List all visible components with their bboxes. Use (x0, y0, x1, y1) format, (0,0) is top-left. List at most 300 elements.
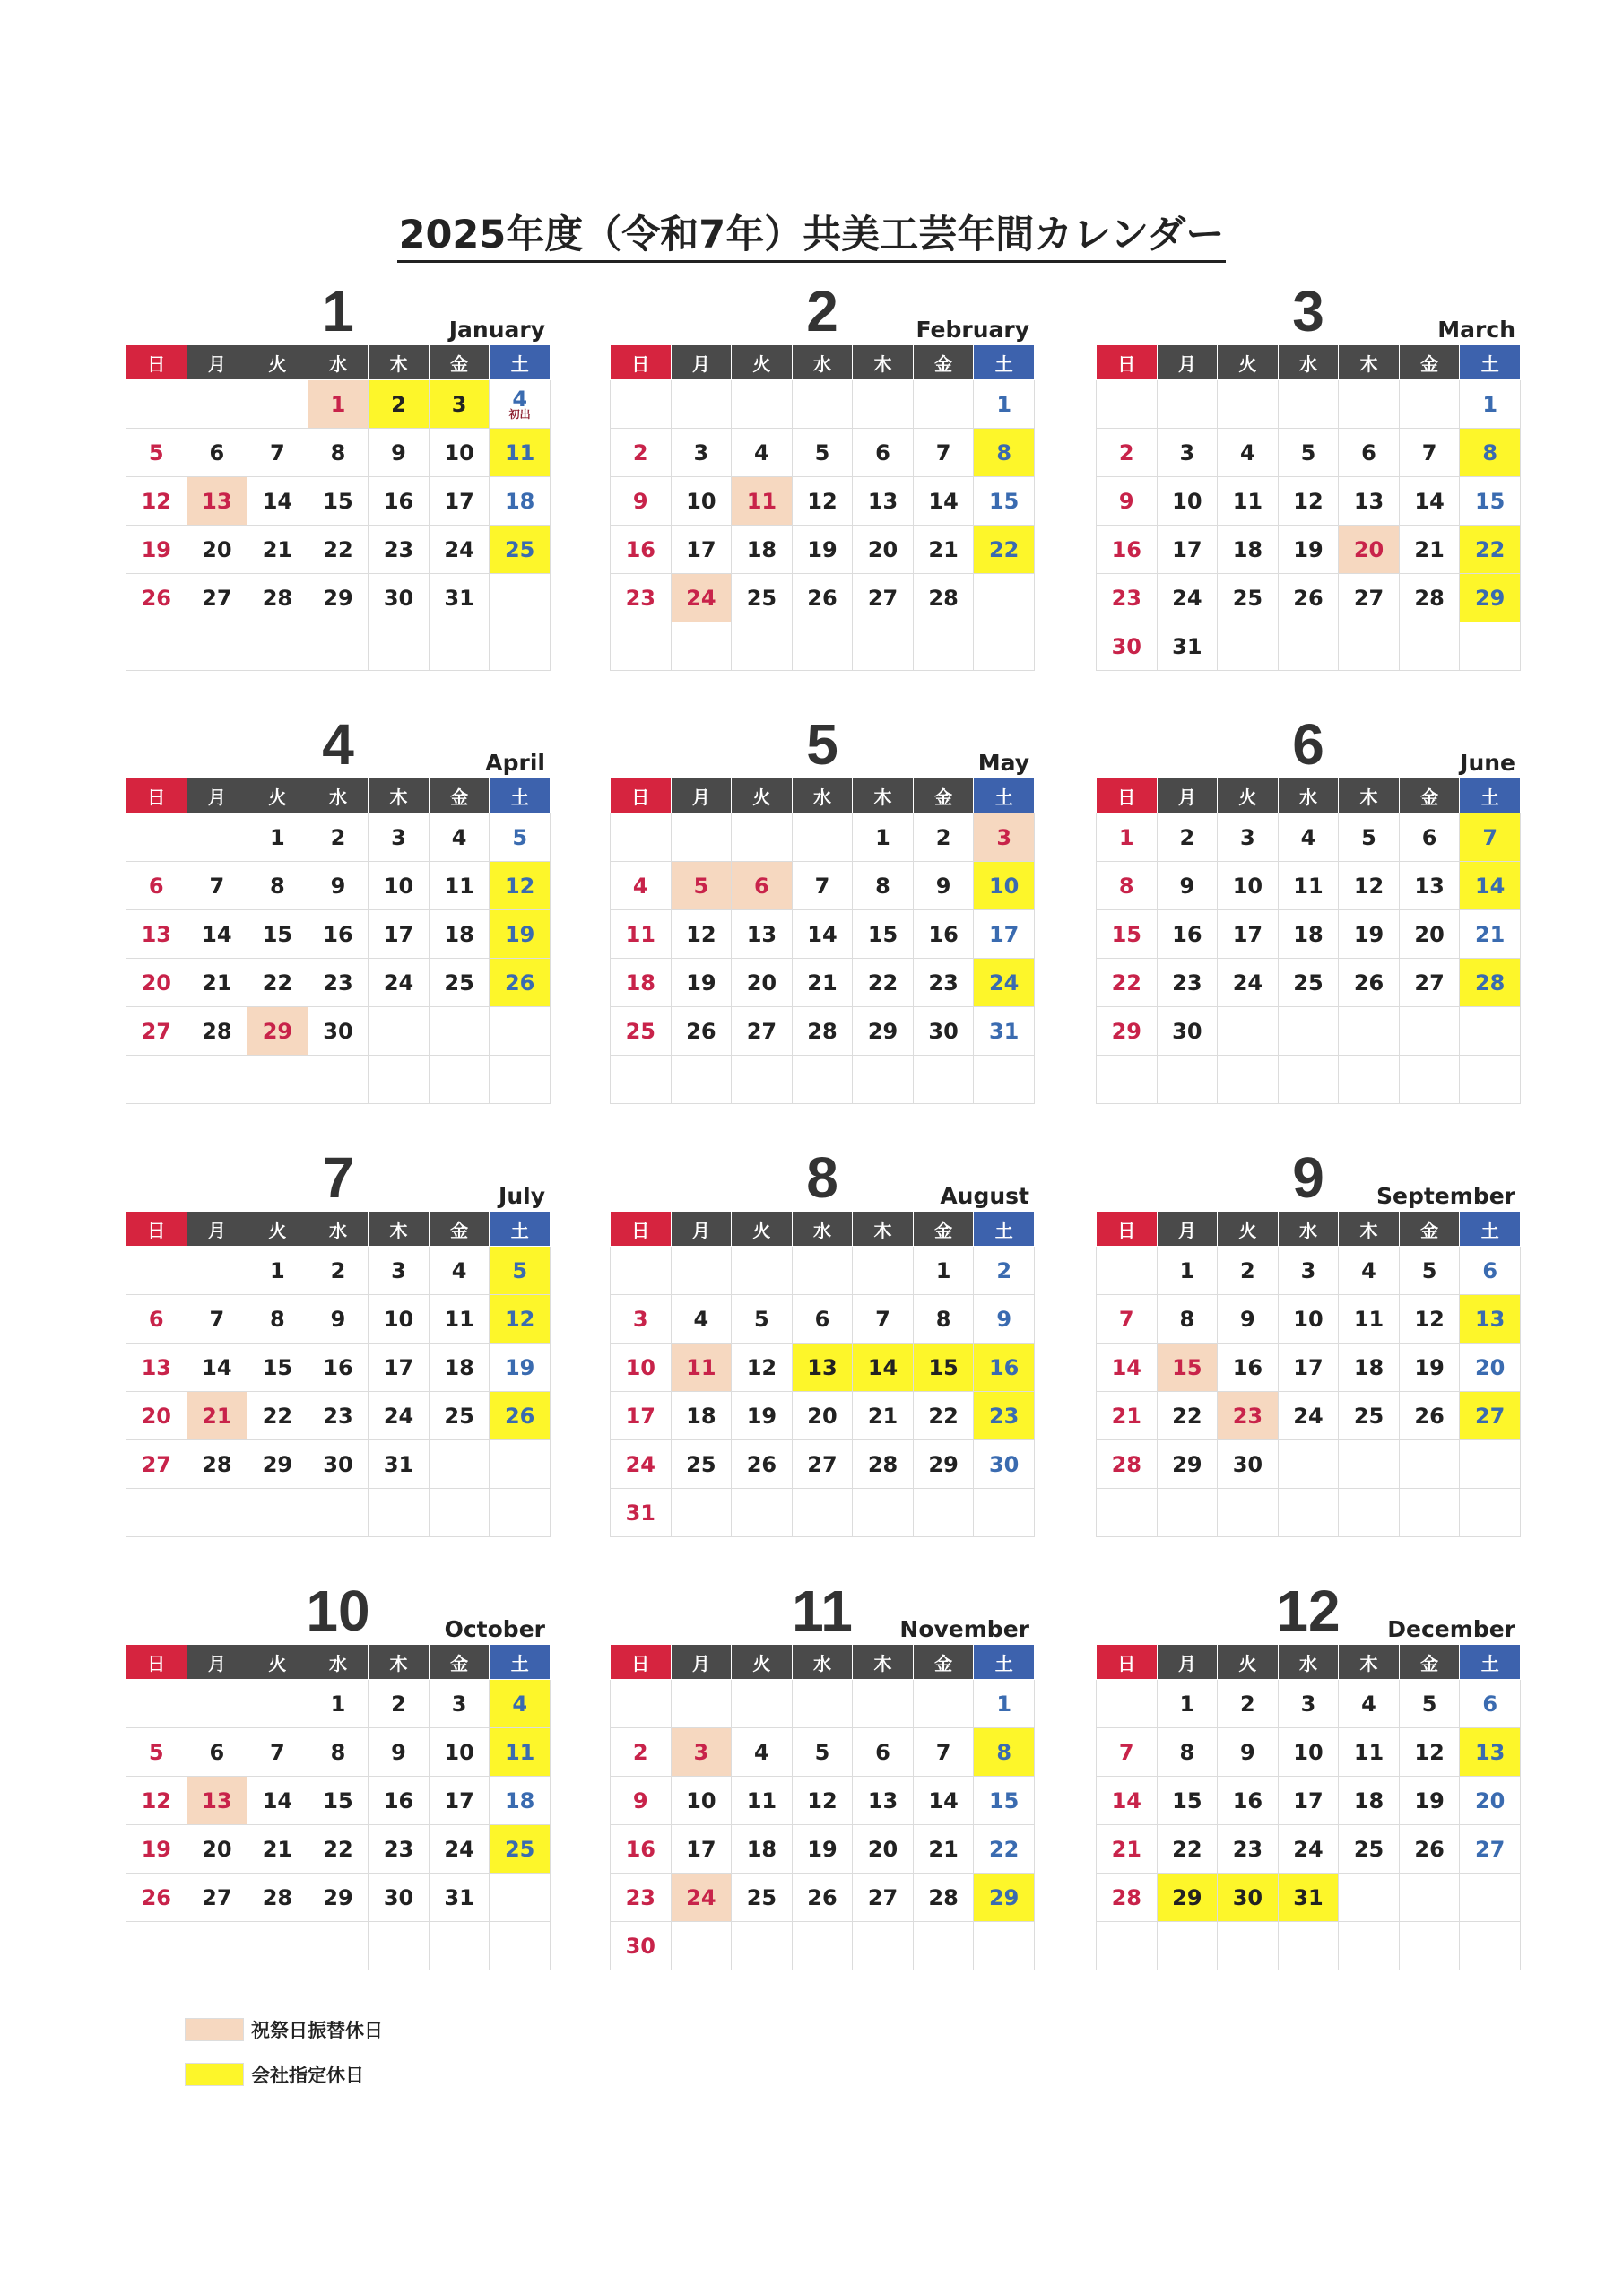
day-number: 16 (988, 1354, 1020, 1380)
empty-cell (247, 1680, 308, 1728)
empty-cell (913, 380, 974, 429)
day-number: 6 (875, 1739, 890, 1765)
day-number: 17 (686, 1836, 716, 1862)
day-number: 17 (686, 536, 716, 562)
empty-cell (913, 1489, 974, 1537)
day-cell (671, 1440, 732, 1489)
day-number: 7 (270, 439, 285, 465)
day-cell (247, 1295, 308, 1344)
week-row (126, 1680, 551, 1728)
empty-cell (1218, 622, 1279, 671)
month-number: 2 (806, 279, 838, 344)
day-number: 25 (746, 1884, 777, 1910)
day-cell (611, 1825, 672, 1874)
month-may (610, 711, 1035, 1104)
day-cell (187, 959, 247, 1007)
day-cell (732, 429, 793, 477)
day-cell (1097, 1295, 1158, 1344)
week-row (611, 1922, 1035, 1970)
empty-cell (1157, 1056, 1218, 1104)
day-number: 19 (746, 1403, 777, 1429)
day-cell (247, 477, 308, 526)
week-row (1097, 477, 1521, 526)
empty-cell (732, 1247, 793, 1295)
day-cell (732, 526, 793, 574)
day-number: 19 (1353, 921, 1384, 947)
day-cell (490, 862, 551, 910)
month-name: September (1376, 1183, 1515, 1209)
day-number: 23 (383, 536, 414, 562)
day-cell (792, 477, 853, 526)
day-number: 1 (996, 1691, 1012, 1717)
day-number: 3 (1300, 1257, 1316, 1283)
day-number: 4 (1361, 1691, 1376, 1717)
day-cell (671, 1344, 732, 1392)
day-cell (1278, 526, 1339, 574)
empty-cell (974, 1489, 1035, 1537)
weekday-header: 金 (429, 345, 490, 380)
day-cell (913, 813, 974, 862)
day-cell (1218, 1680, 1279, 1728)
day-cell (429, 813, 490, 862)
day-cell (429, 862, 490, 910)
day-number: 24 (444, 1836, 474, 1862)
day-cell (369, 1728, 430, 1777)
day-cell (1157, 1247, 1218, 1295)
day-number: 30 (1232, 1451, 1263, 1477)
day-number: 22 (988, 536, 1020, 562)
week-row (611, 1392, 1035, 1440)
day-number: 20 (1353, 536, 1384, 562)
day-cell (853, 1392, 914, 1440)
empty-cell (1460, 1056, 1521, 1104)
day-number: 28 (807, 1018, 838, 1044)
day-number: 16 (1232, 1787, 1263, 1813)
day-cell (732, 1007, 793, 1056)
day-number: 20 (202, 1836, 232, 1862)
day-cell (913, 862, 974, 910)
day-cell (1278, 1825, 1339, 1874)
day-cell (1339, 1777, 1400, 1825)
day-cell (308, 959, 369, 1007)
week-row (1097, 574, 1521, 622)
day-number: 26 (141, 585, 171, 611)
day-cell (429, 1247, 490, 1295)
empty-cell (429, 1489, 490, 1537)
day-number: 15 (262, 1354, 293, 1380)
empty-cell (1278, 380, 1339, 429)
day-number: 4 (451, 1257, 467, 1283)
day-number: 5 (693, 873, 709, 899)
day-number: 19 (686, 970, 716, 996)
day-number: 14 (1474, 873, 1506, 899)
day-number: 24 (1293, 1403, 1324, 1429)
weekday-header: 火 (732, 778, 793, 813)
day-number: 12 (807, 1787, 838, 1813)
week-row (126, 1247, 551, 1295)
day-cell (187, 862, 247, 910)
day-number: 27 (867, 1884, 898, 1910)
weekday-header: 木 (853, 345, 914, 380)
day-cell (1097, 622, 1158, 671)
day-number: 12 (504, 1306, 535, 1332)
month-name: May (977, 750, 1029, 776)
day-cell (1157, 1295, 1218, 1344)
day-number: 25 (625, 1018, 655, 1044)
day-number: 28 (1111, 1451, 1141, 1477)
weekday-header: 金 (1399, 345, 1460, 380)
weekday-header: 木 (1339, 1645, 1400, 1680)
day-number: 26 (141, 1884, 171, 1910)
empty-cell (490, 1007, 551, 1056)
day-cell (611, 574, 672, 622)
day-number: 16 (1172, 921, 1202, 947)
week-row (126, 526, 551, 574)
day-number: 24 (686, 585, 716, 611)
empty-cell (792, 1680, 853, 1728)
weekday-header: 土 (490, 345, 551, 380)
day-number: 29 (262, 1018, 293, 1044)
week-row (611, 429, 1035, 477)
week-row (126, 1489, 551, 1537)
empty-cell (126, 1247, 187, 1295)
day-number: 5 (148, 1739, 164, 1765)
day-number: 14 (1111, 1787, 1141, 1813)
day-cell (1339, 1392, 1400, 1440)
day-cell (853, 477, 914, 526)
month-number: 4 (322, 712, 354, 777)
week-row (126, 1056, 551, 1104)
day-cell (126, 1295, 187, 1344)
day-number: 21 (262, 536, 293, 562)
day-number: 31 (988, 1018, 1020, 1044)
day-number: 18 (746, 536, 777, 562)
day-cell (126, 1007, 187, 1056)
day-number: 2 (1118, 439, 1134, 465)
day-cell (913, 1777, 974, 1825)
day-number: 9 (996, 1306, 1012, 1332)
month-july (126, 1144, 551, 1537)
day-cell (1157, 1777, 1218, 1825)
day-number: 15 (262, 921, 293, 947)
empty-cell (1399, 1440, 1460, 1489)
day-cell (308, 910, 369, 959)
weekday-header: 火 (732, 1645, 793, 1680)
day-cell (1339, 477, 1400, 526)
day-number: 24 (1172, 585, 1202, 611)
day-cell (913, 574, 974, 622)
empty-cell (671, 813, 732, 862)
empty-cell (611, 1680, 672, 1728)
week-row (611, 622, 1035, 671)
week-row (1097, 429, 1521, 477)
month-table (610, 778, 1035, 1104)
day-number: 15 (988, 488, 1020, 514)
day-cell (369, 1874, 430, 1922)
day-cell (369, 429, 430, 477)
weekday-header: 水 (792, 1645, 853, 1680)
day-number: 6 (148, 1306, 164, 1332)
empty-cell (1278, 1440, 1339, 1489)
month-header (1096, 278, 1521, 344)
day-cell (671, 1392, 732, 1440)
day-cell (671, 1007, 732, 1056)
day-number: 11 (746, 1787, 777, 1813)
day-cell (429, 959, 490, 1007)
month-table (1096, 344, 1521, 671)
day-cell (308, 1295, 369, 1344)
day-number: 8 (1179, 1306, 1195, 1332)
week-row (126, 1777, 551, 1825)
day-number: 29 (262, 1451, 293, 1477)
month-august (610, 1144, 1035, 1537)
day-cell (1157, 1825, 1218, 1874)
day-cell (490, 1728, 551, 1777)
day-number: 21 (202, 1403, 232, 1429)
day-cell (1399, 477, 1460, 526)
day-number: 20 (202, 536, 232, 562)
weekday-header: 日 (126, 1645, 187, 1680)
empty-cell (1097, 1922, 1158, 1970)
day-cell (1460, 1247, 1521, 1295)
day-cell (490, 526, 551, 574)
day-cell (853, 574, 914, 622)
month-name: January (448, 317, 545, 343)
month-header (1096, 711, 1521, 778)
day-cell (1460, 813, 1521, 862)
day-number: 7 (1118, 1306, 1134, 1332)
day-number: 23 (1172, 970, 1202, 996)
day-number: 5 (512, 824, 528, 850)
day-cell (247, 1874, 308, 1922)
day-cell (247, 1777, 308, 1825)
day-number: 1 (1482, 391, 1498, 417)
day-number: 13 (141, 1354, 171, 1380)
day-number: 2 (1240, 1691, 1255, 1717)
month-number: 3 (1292, 279, 1324, 344)
day-cell (369, 380, 430, 429)
empty-cell (671, 1056, 732, 1104)
day-number: 16 (383, 488, 414, 514)
day-number: 23 (1232, 1403, 1263, 1429)
day-number: 9 (1240, 1306, 1255, 1332)
empty-cell (1278, 622, 1339, 671)
day-cell (126, 862, 187, 910)
day-number: 21 (1474, 921, 1506, 947)
day-number: 19 (141, 536, 171, 562)
day-cell (490, 959, 551, 1007)
weekday-header: 土 (974, 1645, 1035, 1680)
day-cell (369, 1680, 430, 1728)
month-number: 8 (806, 1145, 838, 1210)
empty-cell (1218, 1007, 1279, 1056)
day-number: 12 (807, 488, 838, 514)
day-number: 7 (1421, 439, 1437, 465)
day-cell (611, 1489, 672, 1537)
day-number: 4 (512, 386, 528, 412)
day-number: 13 (807, 1354, 838, 1380)
day-cell (974, 1874, 1035, 1922)
day-number: 3 (391, 824, 406, 850)
day-cell (792, 1440, 853, 1489)
day-cell (247, 1007, 308, 1056)
day-number: 29 (1172, 1884, 1202, 1910)
day-number: 22 (323, 536, 353, 562)
day-cell (853, 959, 914, 1007)
weekday-header: 金 (913, 778, 974, 813)
weekday-header: 金 (1399, 1645, 1460, 1680)
empty-cell (187, 1056, 247, 1104)
day-number: 17 (1293, 1354, 1324, 1380)
day-number: 28 (1474, 970, 1506, 996)
day-number: 3 (693, 439, 709, 465)
day-number: 14 (1111, 1354, 1141, 1380)
day-number: 17 (444, 1787, 474, 1813)
day-number: 11 (686, 1354, 716, 1380)
week-row (611, 1874, 1035, 1922)
month-number: 9 (1292, 1145, 1324, 1210)
day-number: 29 (867, 1018, 898, 1044)
day-number: 22 (1172, 1403, 1202, 1429)
week-row (1097, 1392, 1521, 1440)
day-number: 10 (1293, 1739, 1324, 1765)
day-cell (126, 1874, 187, 1922)
day-cell (1339, 862, 1400, 910)
day-cell (1218, 429, 1279, 477)
day-cell (1218, 1247, 1279, 1295)
month-april (126, 711, 551, 1104)
day-number: 23 (625, 585, 655, 611)
month-table (126, 1211, 551, 1537)
empty-cell (792, 380, 853, 429)
empty-cell (187, 380, 247, 429)
week-row (126, 813, 551, 862)
day-cell (126, 1825, 187, 1874)
empty-cell (126, 1056, 187, 1104)
week-row (126, 622, 551, 671)
day-number: 6 (1361, 439, 1376, 465)
weekday-header: 水 (1278, 1645, 1339, 1680)
day-number: 22 (262, 970, 293, 996)
day-number: 16 (383, 1787, 414, 1813)
day-cell (1399, 1777, 1460, 1825)
month-table (610, 1644, 1035, 1970)
day-cell (369, 574, 430, 622)
empty-cell (792, 1247, 853, 1295)
day-cell (913, 1825, 974, 1874)
day-note: 初出 (508, 407, 531, 421)
empty-cell (187, 813, 247, 862)
empty-cell (126, 1922, 187, 1970)
day-number: 30 (625, 1933, 655, 1959)
day-cell (853, 1728, 914, 1777)
day-number: 26 (504, 1403, 535, 1429)
day-cell (308, 1728, 369, 1777)
day-number: 21 (202, 970, 232, 996)
day-cell (671, 862, 732, 910)
day-number: 8 (996, 1739, 1012, 1765)
empty-cell (671, 1489, 732, 1537)
day-cell (1399, 1680, 1460, 1728)
day-cell (792, 526, 853, 574)
day-number: 26 (807, 585, 838, 611)
day-number: 21 (928, 1836, 959, 1862)
week-row (611, 1440, 1035, 1489)
day-cell (308, 1680, 369, 1728)
weekday-header: 木 (853, 778, 914, 813)
day-number: 15 (1172, 1354, 1202, 1380)
month-table (1096, 1644, 1521, 1970)
weekday-header: 土 (1460, 1645, 1521, 1680)
empty-cell (187, 1247, 247, 1295)
day-cell (1157, 1440, 1218, 1489)
day-number: 19 (1414, 1787, 1445, 1813)
day-cell (974, 959, 1035, 1007)
day-cell (369, 910, 430, 959)
day-cell (429, 380, 490, 429)
empty-cell (671, 1922, 732, 1970)
day-cell (974, 862, 1035, 910)
weekday-header: 土 (974, 778, 1035, 813)
day-number: 31 (383, 1451, 414, 1477)
week-row (611, 1007, 1035, 1056)
day-number: 1 (935, 1257, 951, 1283)
day-cell (247, 910, 308, 959)
day-number: 24 (1232, 970, 1263, 996)
month-header (610, 278, 1035, 344)
day-cell (308, 1344, 369, 1392)
month-table (1096, 778, 1521, 1104)
empty-cell (913, 622, 974, 671)
day-cell (671, 1295, 732, 1344)
weekday-header: 火 (1218, 1645, 1279, 1680)
day-cell (1097, 813, 1158, 862)
week-row (611, 380, 1035, 429)
day-cell (1460, 1344, 1521, 1392)
empty-cell (1339, 1489, 1400, 1537)
empty-cell (1097, 380, 1158, 429)
weekday-header: 日 (1097, 1645, 1158, 1680)
day-cell (732, 1295, 793, 1344)
empty-cell (853, 1489, 914, 1537)
day-cell (308, 813, 369, 862)
day-number: 8 (1482, 439, 1498, 465)
day-number: 16 (928, 921, 959, 947)
day-cell (187, 1728, 247, 1777)
day-cell (187, 1295, 247, 1344)
day-cell (1218, 910, 1279, 959)
day-cell (671, 910, 732, 959)
day-cell (308, 1874, 369, 1922)
empty-cell (1339, 1874, 1400, 1922)
empty-cell (732, 1056, 793, 1104)
day-cell (1157, 1680, 1218, 1728)
month-header (1096, 1144, 1521, 1211)
day-number: 30 (1172, 1018, 1202, 1044)
weekday-header: 土 (490, 778, 551, 813)
empty-cell (247, 380, 308, 429)
month-name: July (499, 1183, 545, 1209)
month-table (610, 344, 1035, 671)
day-cell (1278, 1247, 1339, 1295)
day-number: 8 (1179, 1739, 1195, 1765)
day-number: 15 (988, 1787, 1020, 1813)
month-number: 5 (806, 712, 838, 777)
weekday-header: 月 (671, 345, 732, 380)
empty-cell (490, 1489, 551, 1537)
day-number: 22 (262, 1403, 293, 1429)
day-number: 26 (686, 1018, 716, 1044)
